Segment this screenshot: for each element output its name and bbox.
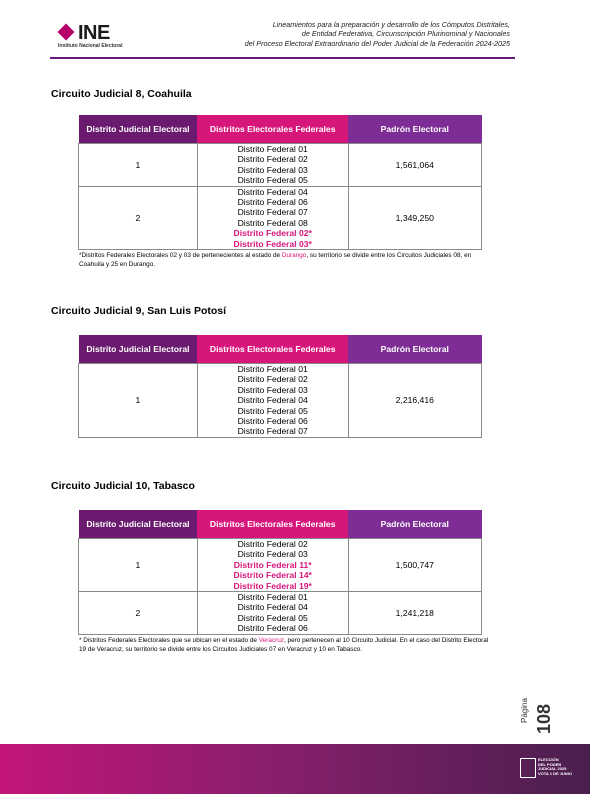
- federal-district-item: Distrito Federal 02: [237, 374, 308, 385]
- table-header-row: [79, 115, 482, 144]
- table-row: [79, 144, 482, 187]
- page-header: [0, 0, 590, 58]
- federal-districts-cell: [197, 539, 348, 592]
- federal-district-item: Distrito Federal 06: [237, 416, 308, 427]
- page-number-value: 108: [534, 703, 554, 734]
- ine-logo-mark-icon: [58, 24, 75, 41]
- judicial-district-cell: 1: [79, 144, 198, 187]
- judicial-district-cell: 1: [79, 539, 198, 592]
- footnote-text: , pero pertenecen al 10 Circuito Judicial. En el caso del Distrito Electoral 19 de Veracruz, su territorio se divide entre los Circuitos Judiciales 07 en Veracruz y 10 en Tabasco.: [79, 637, 489, 653]
- column-header: Distritos Electorales Federales: [197, 335, 348, 364]
- column-header: Distritos Electorales Federales: [197, 115, 348, 144]
- column-header: Distrito Judicial Electoral: [79, 335, 198, 364]
- footnote: [79, 252, 489, 269]
- column-header: Padrón Electoral: [348, 335, 481, 364]
- section-title: Circuito Judicial 10, Tabasco: [51, 480, 195, 492]
- table-row: [79, 592, 482, 635]
- heading-line: Lineamientos para la preparación y desarrollo de los Cómputos Distritales,: [272, 20, 510, 29]
- federal-district-item: Distrito Federal 07: [237, 207, 308, 218]
- federal-district-item: Distrito Federal 14*: [233, 570, 312, 581]
- padron-cell: 1,349,250: [348, 186, 481, 249]
- federal-district-item: Distrito Federal 01: [237, 144, 308, 154]
- federal-district-item: Distrito Federal 06: [237, 623, 308, 634]
- judicial-district-cell: 2: [79, 592, 198, 635]
- district-table: [78, 510, 482, 635]
- federal-district-item: Distrito Federal 03: [237, 549, 308, 560]
- page-footer: [0, 744, 590, 794]
- federal-district-item: Distrito Federal 08: [237, 217, 308, 228]
- federal-district-item: Distrito Federal 03: [237, 164, 308, 175]
- padron-cell: 1,241,218: [348, 592, 481, 635]
- federal-district-item: Distrito Federal 06: [237, 197, 308, 208]
- footnote: [79, 637, 489, 654]
- judicial-district-cell: 2: [79, 186, 198, 249]
- footnote-text: * Distritos Federales Electorales que se ubican en el estado de: [79, 637, 259, 644]
- column-header: Distrito Judicial Electoral: [79, 510, 198, 539]
- federal-district-item: Distrito Federal 07: [237, 426, 308, 437]
- ine-logo-subtitle: Instituto Nacional Electoral: [58, 43, 123, 49]
- padron-cell: 1,500,747: [348, 539, 481, 592]
- federal-districts-cell: [197, 592, 348, 635]
- federal-district-item: Distrito Federal 04: [237, 602, 308, 613]
- column-header: Distrito Judicial Electoral: [79, 115, 198, 144]
- heading-line: de Entidad Federativa, Circunscripción Plurinominal y Nacionales: [301, 29, 510, 39]
- table-header-row: [79, 510, 482, 539]
- federal-districts-cell: [197, 144, 348, 187]
- federal-district-item: Distrito Federal 02: [237, 539, 308, 549]
- section-title: Circuito Judicial 9, San Luis Potosí: [51, 305, 227, 317]
- judicial-district-cell: 1: [79, 364, 198, 438]
- federal-district-item: Distrito Federal 03*: [233, 238, 312, 249]
- padron-cell: 2,216,416: [348, 364, 481, 438]
- footnote-text: *Distritos Federales Electorales 02 y 03 de pertenecientes al estado de: [79, 252, 282, 259]
- federal-district-item: Distrito Federal 01: [237, 364, 308, 374]
- federal-district-item: Distrito Federal 04: [237, 395, 308, 406]
- column-header: Distritos Electorales Federales: [197, 510, 348, 539]
- district-table: [78, 335, 482, 438]
- page-label: Página: [520, 698, 529, 723]
- section-title: Circuito Judicial 8, Coahuila: [51, 88, 192, 100]
- padron-cell: 1,561,064: [348, 144, 481, 187]
- federal-district-item: Distrito Federal 05: [237, 405, 308, 416]
- document-heading: [210, 20, 510, 48]
- district-table: [78, 115, 482, 250]
- table-row: [79, 364, 482, 438]
- footnote-text: Veracruz: [258, 637, 284, 644]
- federal-district-item: Distrito Federal 02*: [233, 228, 312, 239]
- federal-districts-cell: [197, 364, 348, 438]
- column-header: Padrón Electoral: [348, 510, 481, 539]
- federal-district-item: Distrito Federal 04: [237, 186, 308, 197]
- ine-logo: [58, 22, 138, 50]
- column-header: Padrón Electoral: [348, 115, 481, 144]
- federal-district-item: Distrito Federal 05: [237, 612, 308, 623]
- eleccion-judicial-logo: [520, 756, 578, 782]
- table-row: [79, 539, 482, 592]
- federal-district-item: Distrito Federal 19*: [233, 580, 312, 591]
- federal-district-item: Distrito Federal 05: [237, 175, 308, 186]
- header-divider: [50, 57, 515, 59]
- federal-districts-cell: [197, 186, 348, 249]
- heading-line: del Proceso Electoral Extraordinario del Poder Judicial de la Federación 2024-2025: [244, 38, 510, 48]
- table-row: [79, 186, 482, 249]
- federal-district-item: Distrito Federal 01: [237, 592, 308, 603]
- footnote-text: Durango: [281, 252, 307, 259]
- federal-district-item: Distrito Federal 02: [237, 154, 308, 165]
- federal-district-item: Distrito Federal 03: [237, 384, 308, 395]
- ine-logo-text: INE: [78, 22, 110, 44]
- federal-district-item: Distrito Federal 11*: [233, 559, 312, 570]
- footer-logo-text: ELECCIÓN DEL PODER JUDICIAL 2025 VOTA 1 DE JUNIO: [538, 757, 573, 776]
- footnote-text: , su territorio se divide entre los Circuitos Judiciales 08, en Coahuila y 25 en Durango.: [79, 252, 472, 268]
- judicial-building-icon: [520, 758, 536, 778]
- table-header-row: [79, 335, 482, 364]
